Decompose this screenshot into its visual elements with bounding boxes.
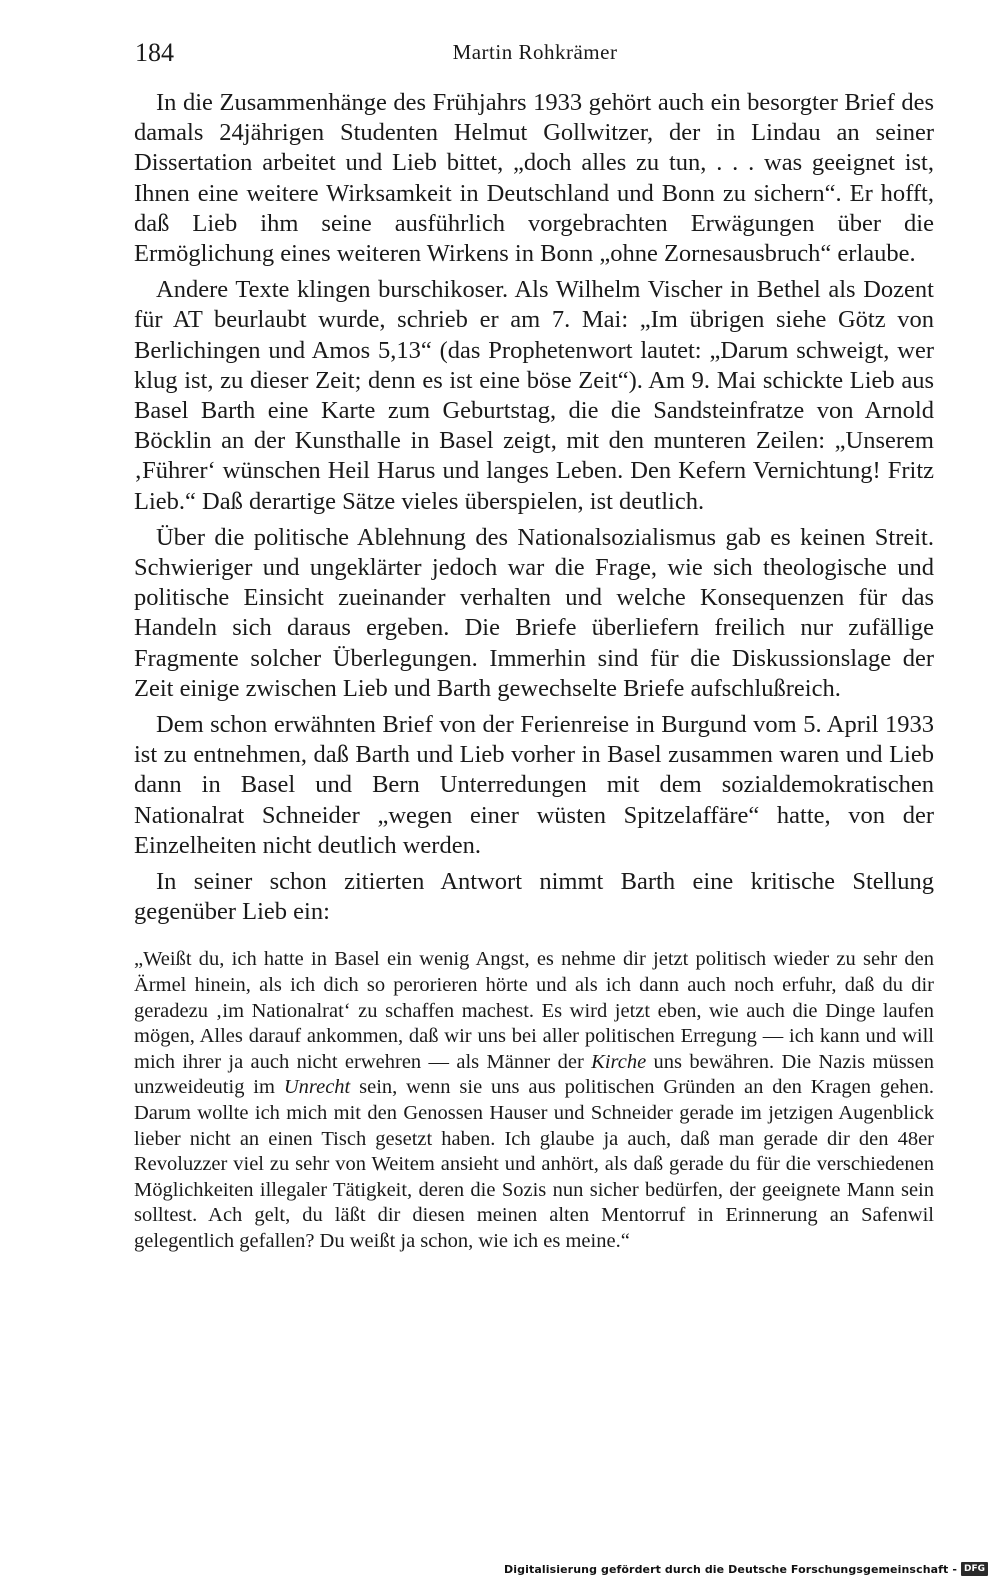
paragraph-1: In die Zusammenhänge des Frühjahrs 1933 gehört auch ein besorgter Brief des damals 24jährigen Studenten Helmut Gollwitzer, der in Lindau an seiner Dissertation arbeitet und Lieb bittet, „doch alles zu tun, . . . was geeignet ist, Ihnen eine weitere Wirksamkeit in Deutschland und Bonn zu sichern“. Er hofft, daß Lieb ihm seine ausführlich vorgebrachten Erwägungen über die Ermöglichung eines weiteren Wirkens in Bonn „ohne Zornesausbruch“ erlaube. [134, 89, 934, 268]
quote-text-1: „Weißt du, ich hatte in Basel ein wenig Angst, es nehme dir jetzt politisch wieder zu sehr den Ärmel hinein, als ich dich so perorieren hörte und als ich dann auch noch erfuhr, daß du dir geradezu ‚im Nationalrat‘ zu schaffen machest. Es wird jetzt eben, wie auch die Dinge laufen mögen, Alles darauf ankommen, daß wir uns bei aller politischen Erregung — ich kann und will mich ihrer ja auch nicht erwehren — als Männer der [134, 948, 934, 1073]
paragraph-2: Andere Texte klingen burschikoser. Als Wilhelm Vischer in Bethel als Dozent für AT beurlaubt wurde, schrieb er am 7. Mai: „Im übrigen siehe Götz von Berlichingen und Amos 5,13“ (das Prophetenwort lautet: „Darum schweigt, wer klug ist, zu dieser Zeit; denn es ist eine böse Zeit“). Am 9. Mai schickte Lieb aus Basel Barth eine Karte zum Geburtstag, die die Sandsteinfratze von Arnold Böcklin an der Kunsthalle in Basel zeigt, mit den munteren Zeilen: „Unserem ‚Führer‘ wünschen Heil Harus und langes Leben. Den Kefern Vernichtung! Fritz Lieb.“ Daß derartige Sätze vieles überspielen, ist deutlich. [134, 276, 934, 515]
body-text [134, 88, 934, 1255]
running-title: Martin Rohkrämer [452, 40, 618, 64]
footer-credit: Digitalisierung gefördert durch die Deutsche Forschungsgemeinschaft - [504, 1562, 957, 1576]
quote-italic-unrecht: Unrecht [283, 1076, 351, 1099]
running-head [135, 38, 935, 72]
digitization-footer [504, 1559, 988, 1579]
dfg-logo-icon: DFG [961, 1562, 988, 1576]
paragraph-5: In seiner schon zitierten Antwort nimmt Barth eine kritische Stellung gegenüber Lieb ein: [134, 868, 934, 926]
block-quote [134, 947, 934, 1254]
quote-italic-kirche: Kirche [591, 1050, 647, 1073]
paragraph-4: Dem schon erwähnten Brief von der Ferienreise in Burgund vom 5. April 1933 ist zu entnehmen, daß Barth und Lieb vorher in Basel zusammen waren und Lieb dann in Basel und Bern Unterredungen mit dem sozialdemokratischen Nationalrat Schneider „wegen einer wüsten Spitzelaffäre“ hatte, von der Einzelheiten nicht deutlich werden. [134, 711, 934, 859]
quote-text-3: sein, wenn sie uns aus politischen Gründen an den Kragen gehen. Darum wollte ich mich mit den Genossen Hauser und Schneider gerade im jetzigen Augenblick lieber nicht an einen Tisch gesetzt haben. Ich glaube ja auch, daß man gerade dir den 48er Revoluzzer viel zu sehr von Weitem ansieht und anhört, als daß gerade du für die verschiedenen Möglichkeiten illegaler Tätigkeit, deren die Sozis nun sicher bedürfen, der geeignete Mann sein solltest. Ach gelt, du läßt dir diesen meinen alten Mentorruf in Erinnerung an Safenwil gelegentlich gefallen? Du weißt ja schon, wie ich es meine.“ [134, 1076, 934, 1253]
quote-text-2: uns bewähren. Die Nazis müssen unzweideutig im [134, 1050, 934, 1099]
page-number: 184 [135, 38, 174, 67]
paragraph-3: Über die politische Ablehnung des Nationalsozialismus gab es keinen Streit. Schwieriger und ungeklärter jedoch war die Frage, wie sich theologische und politische Einsicht zueinander verhalten und welche Konsequenzen für das Handeln sich daraus ergeben. Die Briefe überliefern freilich nur zufällige Fragmente solcher Überlegungen. Immerhin sind für die Diskussionslage der Zeit einige zwischen Lieb und Barth gewechselte Briefe aufschlußreich. [134, 523, 934, 702]
